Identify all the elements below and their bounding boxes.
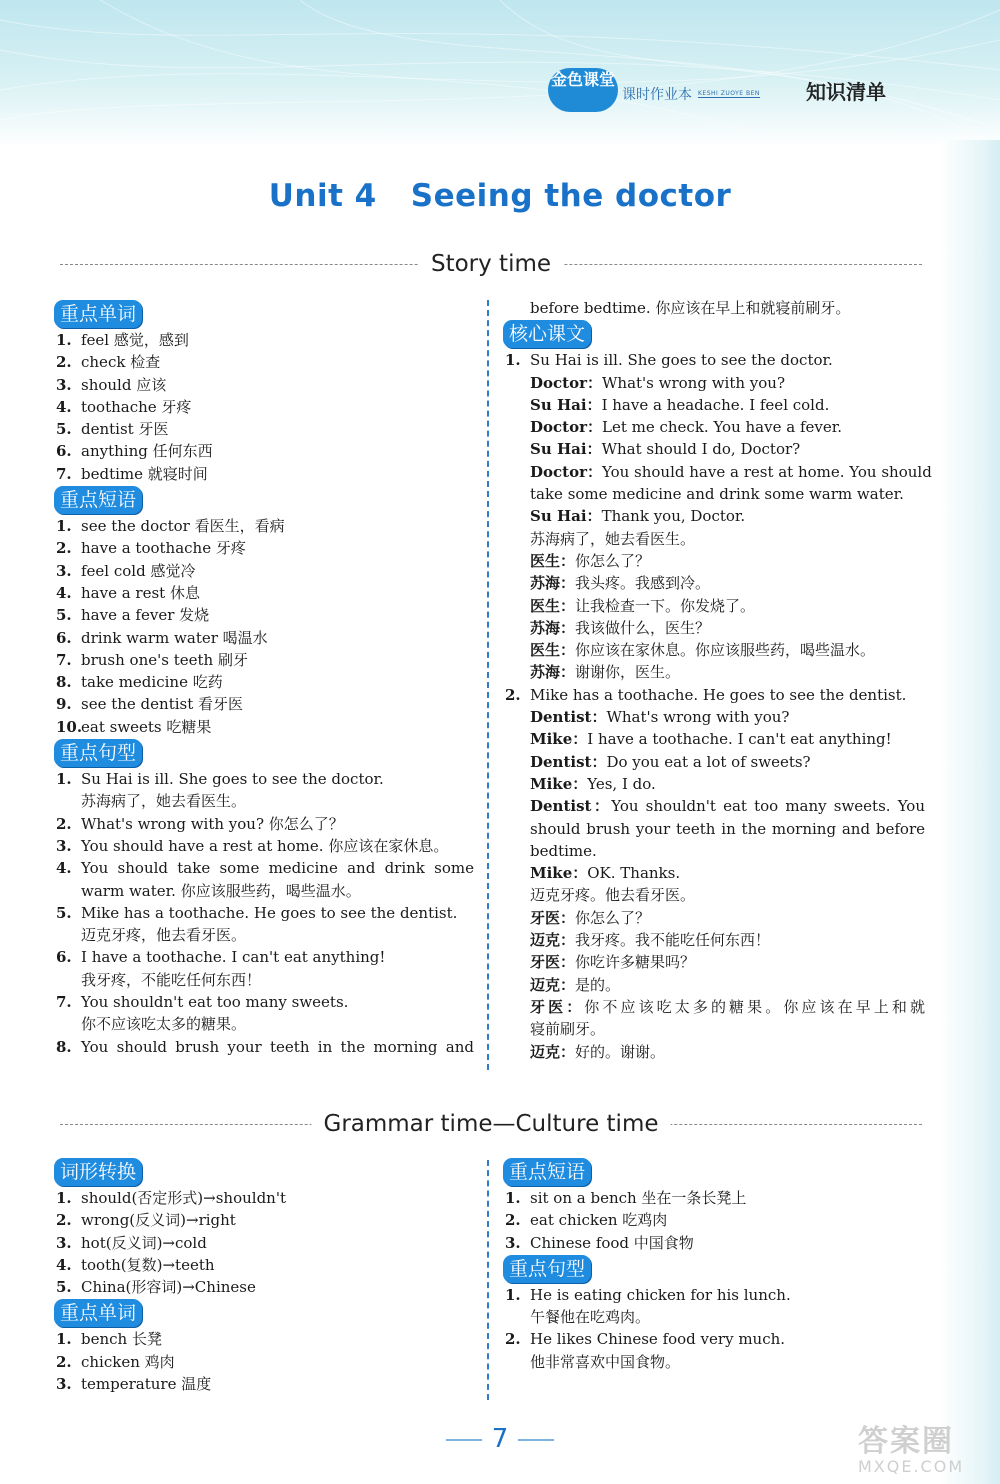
list-item	[56, 1351, 474, 1373]
continuation-line	[56, 790, 474, 812]
item-number: 3.	[56, 1233, 72, 1252]
line-text: 好的。谢谢。	[575, 1042, 666, 1061]
line-text: dentist 牙医	[81, 420, 169, 439]
list-item	[56, 671, 474, 693]
item-number: 3.	[56, 375, 72, 394]
speaker-label: 迈克：	[530, 975, 576, 994]
line-text: warm water. 你应该服些药，喝些温水。	[81, 881, 361, 900]
line-text: 寝前刷牙。	[530, 1020, 606, 1039]
line-text: see the doctor 看医生，看病	[81, 517, 285, 536]
list-item	[56, 813, 474, 835]
continuation-line	[505, 1351, 925, 1373]
story-left-column	[56, 299, 474, 1058]
list-item	[505, 1209, 925, 1231]
list-item	[56, 857, 474, 879]
list-item	[56, 537, 474, 559]
item-number: 4.	[56, 859, 72, 878]
speaker-label: Su Hai：	[530, 395, 602, 414]
item-number: 5.	[56, 606, 72, 625]
line-text: brush one's teeth 刷牙	[81, 650, 248, 669]
list-item	[56, 768, 474, 790]
line-text: 他非常喜欢中国食物。	[530, 1352, 681, 1371]
item-number: 1.	[56, 1330, 72, 1349]
line-text: You should brush your teeth in the morning and	[81, 1037, 474, 1056]
dialogue-line	[505, 951, 925, 973]
unit-number: Unit 4	[268, 178, 377, 214]
section-heading-grammar: Grammar time—Culture time	[60, 1109, 922, 1139]
list-item	[505, 1328, 925, 1350]
line-text: 午餐他在吃鸡肉。	[530, 1308, 651, 1327]
continuation-line	[505, 818, 925, 840]
dialogue-line	[505, 639, 925, 661]
dialogue-line	[505, 974, 925, 996]
dialogue-line	[505, 550, 925, 572]
unit-name: Seeing the doctor	[410, 178, 732, 214]
brand-block	[548, 68, 898, 112]
list-item	[56, 1036, 474, 1058]
list-item	[56, 582, 474, 604]
item-number: 1.	[56, 331, 72, 349]
category-badge: 重点单词	[54, 300, 142, 328]
line-text: chicken 鸡肉	[81, 1352, 175, 1371]
dialogue-line	[505, 795, 925, 817]
dialogue-line	[505, 929, 925, 951]
line-text: bedtime.	[530, 841, 597, 860]
line-text: anything 任何东西	[81, 442, 213, 461]
item-number: 8.	[56, 673, 72, 692]
grammar-left-column	[56, 1157, 474, 1395]
item-number: 4.	[56, 397, 72, 416]
line-text: He is eating chicken for his lunch.	[530, 1285, 791, 1304]
line-text: Mike has a toothache. He goes to see the dentist.	[530, 685, 907, 704]
line-text: What's wrong with you?	[601, 373, 785, 392]
item-number: 4.	[56, 583, 72, 602]
speaker-label: 迈克：	[530, 931, 576, 950]
line-text: Thank you, Doctor.	[601, 507, 746, 526]
list-item	[56, 1254, 474, 1276]
item-number: 2.	[505, 1211, 521, 1230]
line-text: 是的。	[575, 975, 621, 994]
line-text: have a fever 发烧	[81, 606, 210, 625]
continuation-line	[505, 1018, 925, 1040]
dialogue-line	[505, 907, 925, 929]
dialogue-line	[505, 416, 925, 438]
speaker-label: 苏海：	[530, 663, 576, 682]
list-item	[56, 1187, 474, 1209]
line-text: 苏海病了，她去看医生。	[81, 792, 247, 811]
list-item	[505, 1284, 925, 1306]
speaker-label: Dentist：	[530, 708, 607, 727]
dialogue-line	[505, 595, 925, 617]
continuation-line	[505, 840, 925, 862]
line-text: China(形容词)→Chinese	[81, 1278, 256, 1297]
line-text: take medicine 吃药	[81, 673, 223, 692]
dialogue-line	[505, 438, 925, 460]
list-item	[56, 649, 474, 671]
line-text: 迈克牙疼。他去看牙医。	[530, 886, 696, 905]
line-text: I have a headache. I feel cold.	[601, 395, 830, 414]
dialogue-line	[505, 505, 925, 527]
line-text: OK. Thanks.	[587, 864, 681, 883]
page-title	[0, 178, 1000, 214]
line-text: should(否定形式)→shouldn't	[81, 1189, 286, 1207]
speaker-label: Mike：	[530, 774, 588, 793]
list-item	[56, 396, 474, 418]
line-text: I have a toothache. I can't eat anything!	[587, 730, 892, 749]
item-number: 3.	[56, 1375, 72, 1394]
line-text: You shouldn't eat too many sweets. You	[611, 797, 925, 816]
item-number: 6.	[56, 442, 72, 461]
item-number: 2.	[56, 814, 72, 833]
continuation-line	[56, 969, 474, 991]
continuation-line	[505, 297, 925, 319]
line-text: see the dentist 看牙医	[81, 695, 244, 714]
line-text: toothache 牙疼	[81, 397, 192, 416]
line-text: 我牙疼，不能吃任何东西！	[81, 970, 262, 989]
line-text: feel 感觉，感到	[81, 331, 189, 349]
item-number: 9.	[56, 695, 72, 714]
speaker-label: Doctor：	[530, 418, 602, 437]
line-text: temperature 温度	[81, 1375, 212, 1394]
line-text: should brush your teeth in the morning and before	[530, 819, 925, 838]
continuation-line	[505, 884, 925, 906]
speaker-label: 医生：	[530, 641, 576, 660]
speaker-label: Su Hai：	[530, 507, 602, 526]
line-text: eat sweets 吃糖果	[81, 717, 212, 736]
list-item	[56, 835, 474, 857]
list-item	[56, 351, 474, 373]
list-item	[56, 1373, 474, 1395]
category-badge: 重点句型	[54, 739, 142, 767]
item-number: 6.	[56, 948, 72, 967]
category-badge: 重点短语	[54, 486, 142, 514]
speaker-label: Dentist：	[530, 797, 612, 816]
list-item	[56, 440, 474, 462]
item-number: 5.	[56, 420, 72, 439]
list-item	[56, 1328, 474, 1350]
list-item	[56, 604, 474, 626]
speaker-label: 医生：	[530, 596, 576, 615]
item-number: 10.	[56, 717, 83, 736]
category-badge: 词形转换	[54, 1158, 142, 1186]
speaker-label: Dentist：	[530, 752, 607, 771]
brand-subtitle: 课时作业本	[622, 87, 692, 103]
list-item	[56, 463, 474, 485]
continuation-line	[56, 924, 474, 946]
section-heading-story: Story time	[60, 249, 922, 279]
category-badge: 重点句型	[503, 1255, 591, 1283]
list-item	[56, 1232, 474, 1254]
story-right-column	[505, 297, 932, 1063]
list-item	[56, 946, 474, 968]
item-number: 7.	[56, 993, 72, 1012]
line-text: What's wrong with you? 你怎么了？	[81, 814, 344, 833]
speaker-label: 牙医：	[530, 997, 585, 1016]
line-text: eat chicken 吃鸡肉	[530, 1211, 668, 1230]
dialogue-line	[505, 773, 925, 795]
item-number: 1.	[505, 1285, 521, 1304]
line-text: tooth(复数)→teeth	[81, 1255, 215, 1274]
list-item	[56, 1209, 474, 1231]
line-text: feel cold 感觉冷	[81, 561, 196, 580]
line-text: before bedtime. 你应该在早上和就寝前刷牙。	[530, 299, 851, 317]
speaker-label: 苏海：	[530, 618, 576, 637]
item-number: 2.	[505, 1330, 521, 1349]
speaker-label: Doctor：	[530, 373, 602, 392]
grammar-right-column	[505, 1157, 925, 1373]
line-text: You should take some medicine and drink some	[81, 859, 474, 878]
item-number: 2.	[56, 353, 72, 372]
item-number: 2.	[56, 539, 72, 558]
line-text: 我该做什么，医生？	[575, 618, 711, 637]
section-label: 知识清单	[806, 80, 886, 104]
list-item	[56, 418, 474, 440]
line-text: should 应该	[81, 375, 167, 394]
category-badge: 重点短语	[503, 1158, 591, 1186]
item-number: 2.	[505, 685, 521, 704]
right-edge-stripe	[940, 140, 1000, 1484]
line-text: 你吃许多糖果吗？	[575, 953, 696, 972]
speaker-label: Mike：	[530, 864, 588, 883]
line-text: 谢谢你，医生。	[575, 663, 681, 682]
dialogue-line	[505, 661, 925, 683]
line-text: Su Hai is ill. She goes to see the doctor.	[530, 351, 833, 370]
item-number: 4.	[56, 1255, 72, 1274]
item-number: 2.	[56, 1211, 72, 1230]
item-number: 7.	[56, 464, 72, 483]
category-badge: 重点单词	[54, 1299, 142, 1327]
line-text: Su Hai is ill. She goes to see the doctor.	[81, 770, 384, 789]
line-text: hot(反义词)→cold	[81, 1233, 207, 1252]
dialogue-line	[505, 617, 925, 639]
line-text: Do you eat a lot of sweets?	[606, 752, 811, 771]
item-number: 5.	[56, 903, 72, 922]
item-number: 5.	[56, 1278, 72, 1297]
column-divider	[487, 300, 489, 1070]
item-number: 3.	[56, 561, 72, 580]
list-item	[56, 374, 474, 396]
line-text: check 检查	[81, 353, 161, 372]
line-text: 迈克牙疼，他去看牙医。	[81, 926, 247, 945]
speaker-label: 牙医：	[530, 953, 576, 972]
brand-logo: 金色课堂	[548, 68, 618, 112]
dialogue-line	[505, 372, 925, 394]
line-text: bench 长凳	[81, 1330, 162, 1349]
line-text: 你应该在家休息。你应该服些药，喝些温水。	[575, 641, 876, 660]
line-text: You shouldn't eat too many sweets.	[81, 993, 349, 1012]
header-banner	[0, 0, 1000, 148]
category-badge: 核心课文	[503, 320, 591, 348]
speaker-label: 苏海：	[530, 574, 576, 593]
list-item	[505, 349, 925, 371]
line-text: What's wrong with you?	[606, 708, 790, 727]
item-number: 1.	[505, 351, 521, 370]
line-text: wrong(反义词)→right	[81, 1211, 236, 1230]
list-item	[56, 515, 474, 537]
list-item	[505, 1187, 925, 1209]
continuation-line	[505, 1306, 925, 1328]
item-number: 8.	[56, 1037, 72, 1056]
line-text: 让我检查一下。你发烧了。	[575, 596, 756, 615]
dialogue-line	[505, 394, 925, 416]
page-number: 7	[0, 1424, 1000, 1454]
dialogue-line	[505, 862, 925, 884]
dialogue-line	[505, 728, 925, 750]
continuation-line	[505, 483, 925, 505]
list-item	[56, 1276, 474, 1298]
item-number: 7.	[56, 650, 72, 669]
speaker-label: 医生：	[530, 551, 576, 570]
line-text: 苏海病了，她去看医生。	[530, 529, 696, 548]
list-item	[505, 1232, 925, 1254]
line-text: 你不应该吃太多的糖果。	[81, 1015, 247, 1034]
dialogue-line	[505, 1041, 925, 1063]
continuation-line	[505, 528, 925, 550]
list-item	[56, 693, 474, 715]
line-text: 你怎么了？	[575, 551, 651, 570]
item-number: 6.	[56, 628, 72, 647]
line-text: sit on a bench 坐在一条长凳上	[530, 1189, 747, 1207]
line-text: You should have a rest at home. 你应该在家休息。	[81, 836, 449, 855]
line-text: What should I do, Doctor?	[601, 440, 801, 459]
line-text: You should have a rest at home. You should	[601, 462, 932, 481]
dialogue-line	[505, 706, 925, 728]
line-text: 我牙疼。我不能吃任何东西！	[575, 931, 771, 950]
line-text: have a toothache 牙疼	[81, 539, 246, 558]
item-number: 3.	[505, 1233, 521, 1252]
line-text: Let me check. You have a fever.	[601, 418, 843, 437]
item-number: 1.	[56, 517, 72, 536]
list-item	[56, 627, 474, 649]
item-number: 3.	[56, 836, 72, 855]
line-text: 你不应该吃太多的糖果。你应该在早上和就	[584, 997, 925, 1016]
list-item	[56, 716, 474, 738]
line-text: bedtime 就寝时间	[81, 464, 208, 483]
list-item	[56, 560, 474, 582]
speaker-label: Mike：	[530, 730, 588, 749]
speaker-label: 牙医：	[530, 908, 576, 927]
list-item	[505, 684, 925, 706]
speaker-label: Doctor：	[530, 462, 602, 481]
speaker-label: 迈克：	[530, 1042, 576, 1061]
line-text: 我头疼。我感到冷。	[575, 574, 711, 593]
watermark: 答案圈 MXQE.COM	[858, 1424, 965, 1476]
dialogue-line	[505, 572, 925, 594]
brand-pinyin: KESHI ZUOYE BEN	[698, 90, 760, 97]
line-text: Mike has a toothache. He goes to see the dentist.	[81, 903, 458, 922]
line-text: take some medicine and drink some warm water.	[530, 485, 904, 504]
item-number: 1.	[505, 1189, 521, 1207]
column-divider-2	[487, 1160, 489, 1400]
item-number: 1.	[56, 770, 72, 789]
speaker-label: Su Hai：	[530, 440, 602, 459]
item-number: 1.	[56, 1189, 72, 1207]
list-item	[56, 329, 474, 351]
line-text: Chinese food 中国食物	[530, 1233, 694, 1252]
line-text: Yes, I do.	[587, 774, 656, 793]
dialogue-line	[505, 751, 925, 773]
list-item	[56, 991, 474, 1013]
list-item	[56, 902, 474, 924]
line-text: He likes Chinese food very much.	[530, 1330, 786, 1349]
continuation-line	[56, 1013, 474, 1035]
line-text: 你怎么了？	[575, 908, 651, 927]
line-text: drink warm water 喝温水	[81, 628, 268, 647]
item-number: 2.	[56, 1352, 72, 1371]
continuation-line	[56, 880, 474, 902]
line-text: I have a toothache. I can't eat anything!	[81, 948, 386, 967]
dialogue-line	[505, 461, 932, 483]
dialogue-line	[505, 996, 925, 1018]
line-text: have a rest 休息	[81, 583, 200, 602]
